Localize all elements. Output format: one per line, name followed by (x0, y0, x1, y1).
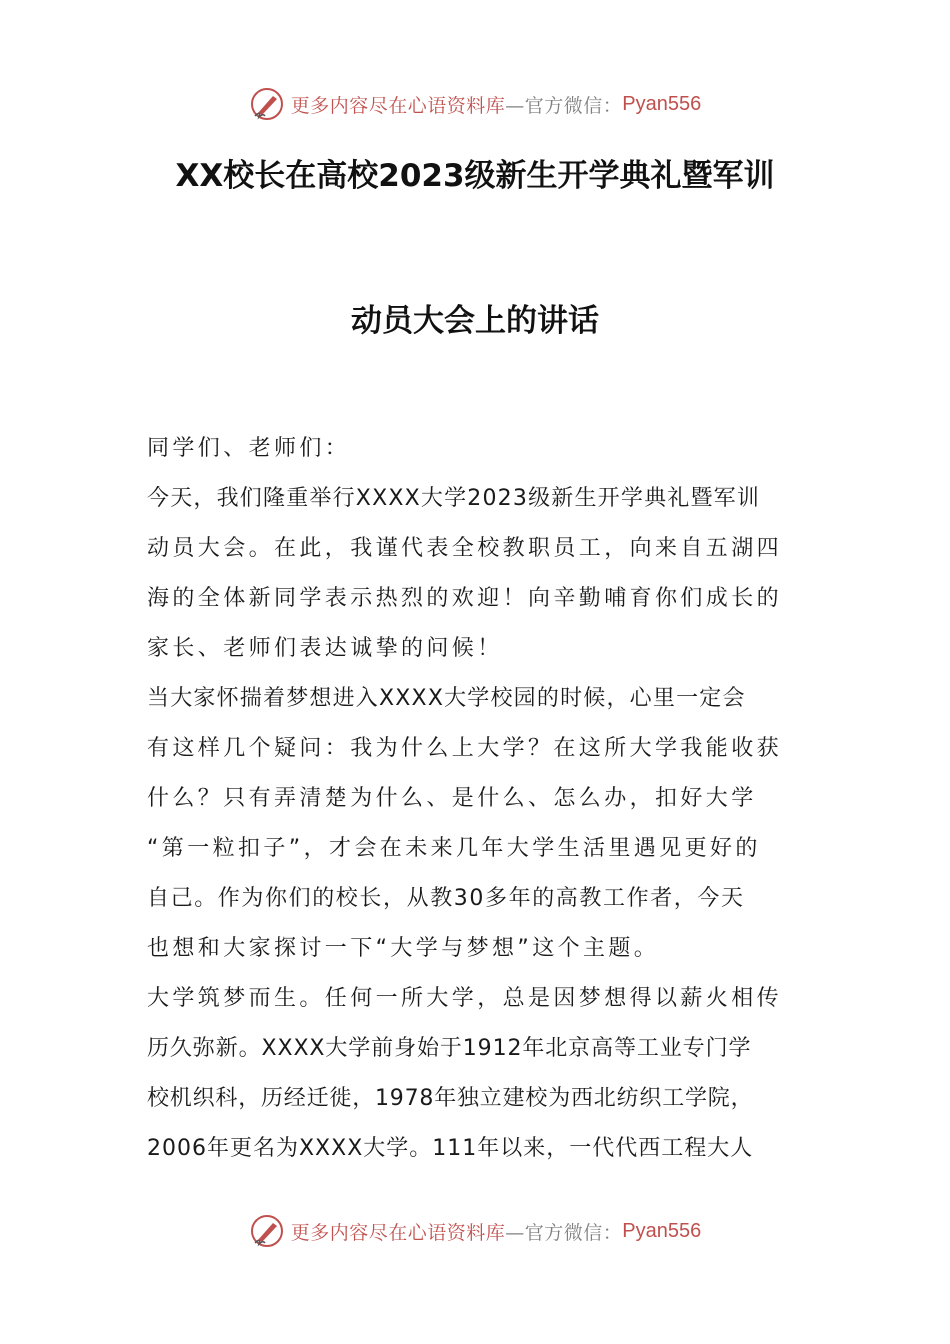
quill-pen-logo-icon (249, 1213, 285, 1249)
body-line: 历久弥新。XXXX大学前身始于1912年北京高等工业专门学 (147, 1036, 752, 1061)
body-line: 海的全体新同学表示热烈的欢迎！向辛勤哺育你们成长的 (147, 586, 783, 611)
body-line: 今天，我们隆重举行XXXX大学2023级新生开学典礼暨军训 (147, 486, 761, 511)
watermark-official-label: —官方微信： (505, 94, 623, 117)
watermark-banner-top (0, 82, 950, 126)
document-title-line-2: 动员大会上的讲话 (351, 303, 599, 339)
watermark-site-name: 更多内容尽在心语资料库 (290, 94, 506, 117)
quill-pen-logo-icon (249, 86, 285, 122)
watermark-official-label: —官方微信： (505, 1221, 623, 1244)
body-line: 什么？只有弄清楚为什么、是什么、怎么办，扣好大学 (147, 786, 757, 811)
body-line: 也想和大家探讨一下“大学与梦想”这个主题。 (147, 936, 660, 961)
body-line: “第一粒扣子”，才会在未来几年大学生活里遇见更好的 (147, 836, 761, 861)
body-line: 同学们、老师们： (147, 436, 351, 461)
body-line: 当大家怀揣着梦想进入XXXX大学校园的时候，心里一定会 (147, 686, 746, 711)
body-line: 校机织科，历经迁徙，1978年独立建校为西北纺织工学院， (147, 1086, 754, 1111)
body-line: 动员大会。在此，我谨代表全校教职员工，向来自五湖四 (147, 536, 783, 561)
body-line: 家长、老师们表达诚挚的问候！ (147, 636, 503, 661)
speech-body (147, 424, 817, 1174)
watermark-banner-bottom (0, 1209, 950, 1253)
body-line: 2006年更名为XXXX大学。111年以来，一代代西工程大人 (147, 1136, 754, 1161)
watermark-wechat-id: Pyan556 (622, 92, 702, 115)
watermark-wechat-id: Pyan556 (622, 1219, 702, 1242)
watermark-site-name: 更多内容尽在心语资料库 (290, 1221, 506, 1244)
document-title-line-1: XX校长在高校2023级新生开学典礼暨军训 (175, 158, 775, 194)
body-line: 有这样几个疑问：我为什么上大学？在这所大学我能收获 (147, 736, 783, 761)
body-line: 大学筑梦而生。任何一所大学，总是因梦想得以薪火相传 (147, 986, 783, 1011)
body-line: 自己。作为你们的校长，从教30多年的高教工作者，今天 (147, 886, 745, 911)
